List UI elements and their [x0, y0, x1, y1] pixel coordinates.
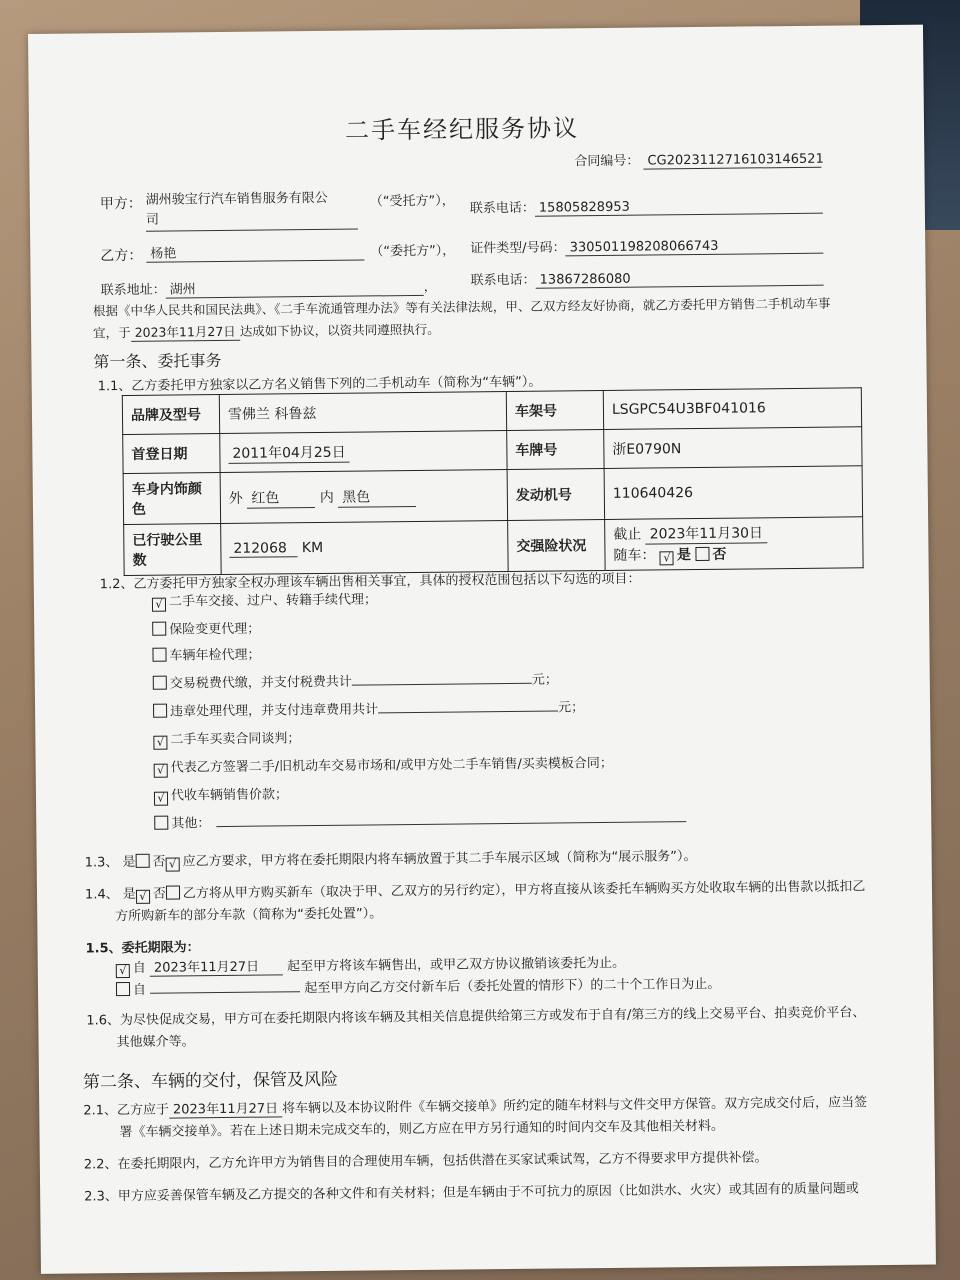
- engine-value: 110640426: [604, 466, 863, 520]
- checkbox-unchecked[interactable]: [135, 854, 149, 868]
- section-1-4-line2: 方所购新车的部分车款（简称为“委托处置”）。: [115, 906, 383, 925]
- party-a-role: （“受托方”），: [369, 193, 455, 210]
- checkbox-unchecked[interactable]: [154, 816, 168, 830]
- brand-label: 品牌及型号: [122, 395, 219, 435]
- vin-label: 车架号: [506, 390, 603, 430]
- term-option-1: √ 自 2023年11月27日 起至甲方将该车辆售出，或甲乙双方协议撤销该委托为止。: [116, 952, 626, 978]
- checkbox-unchecked[interactable]: [166, 885, 180, 899]
- authorization-option: [153, 727, 300, 750]
- party-b-role: （“委托方”），: [370, 243, 456, 260]
- amount-blank[interactable]: [378, 710, 558, 713]
- insurance-value: 截止 2023年11月30日 随车： √ 是 否: [605, 517, 864, 571]
- authorization-option: [153, 668, 558, 691]
- section-2-3: 2.3、甲方应妥善保管车辆及乙方提交的各种文件和有关材料；但是车辆由于不可抗力的原因（比如洪水、火灾）或其固有的质量问题或: [84, 1181, 859, 1205]
- party-b-id: 证件类型/号码： 330501198208066743: [470, 234, 824, 258]
- checkbox-checked[interactable]: √: [152, 598, 166, 612]
- section-1-3: 1.3、 是 否 √ 应乙方要求，甲方将在委托期限内将车辆放置于其二手车展示区域（简称为“展示服务”）。: [84, 849, 697, 871]
- checkbox-checked[interactable]: √: [154, 792, 168, 806]
- checkbox-unchecked[interactable]: [116, 982, 130, 996]
- option-label: 代收车辆销售价款；: [170, 787, 289, 804]
- option-label: 二手车买卖合同谈判；: [170, 731, 301, 748]
- party-a-name: 湖州骏宝行汽车销售服务有限公 司: [146, 189, 358, 232]
- table-row: [124, 517, 863, 576]
- checkbox-checked[interactable]: √: [153, 736, 167, 750]
- checkbox-unchecked[interactable]: [153, 676, 167, 690]
- section-1-4: 1.4、 是 √ 否 乙方将从甲方购买新车（取决于甲、乙双方的另行约定），甲方将直接从该委托车辆购买方处收取车辆的出售款以抵扣乙: [84, 879, 866, 903]
- vehicle-table: [122, 387, 864, 576]
- doc-title: 二手车经纪服务协议: [344, 114, 580, 145]
- party-b-label: 乙方：: [100, 247, 143, 265]
- plate-value: 浙E0790N: [604, 427, 862, 469]
- option-label: 其他：: [171, 816, 211, 832]
- option-label: 违章处理代理，并支付违章费用共计: [170, 702, 379, 720]
- option-label: 车辆年检代理；: [169, 647, 261, 664]
- brand-value: 雪佛兰 科鲁兹: [219, 392, 506, 434]
- section-1-2: 1.2、乙方委托甲方独家全权办理该车辆出售相关事宜，具体的授权范围包括以下勾选的项目：: [99, 571, 641, 593]
- section-2-2: 2.2、在委托期限内，乙方允许甲方为销售目的合理使用车辆，包括供潜在买家试乘试驾，乙方不得要求甲方提供补偿。: [83, 1150, 768, 1173]
- option-label: 交易税费代缴，并支付税费共计: [169, 674, 352, 692]
- authorization-option: [154, 783, 288, 805]
- option-label: 代表乙方签署二手/旧机动车交易市场和/或甲方处二手车销售/买卖模板合同；: [170, 755, 613, 776]
- authorization-option: [154, 807, 686, 832]
- checkbox-unchecked[interactable]: [152, 622, 166, 636]
- option-label: 保险变更代理；: [169, 621, 261, 638]
- checkbox-checked[interactable]: √: [116, 964, 130, 978]
- authorization-option: [153, 696, 584, 720]
- term-option-2: 自 起至甲方向乙方交付新车后（委托处置的情形下）的二十个工作日为止。: [116, 973, 720, 998]
- article1-heading: 第一条、委托事务: [93, 350, 222, 372]
- checkbox-checked[interactable]: √: [165, 857, 179, 871]
- authorization-option: [152, 644, 260, 664]
- section-1-6-line2: 其他媒介等。: [116, 1034, 195, 1051]
- color-label: 车身内饰颜色: [123, 473, 221, 525]
- authorization-option: [154, 752, 613, 778]
- engine-label: 发动机号: [507, 468, 605, 520]
- reg-date-value: 2011年04月25日: [220, 431, 507, 473]
- article2-heading: 第二条、车辆的交付，保管及风险: [82, 1069, 339, 1093]
- section-1-5-heading: 1.5、委托期限为：: [85, 940, 200, 957]
- intro-line2: 宜，于 2023年11月27日 达成如下协议，以资共同遵照执行。: [93, 321, 440, 341]
- checkbox-unchecked[interactable]: [152, 648, 166, 662]
- checkbox-checked[interactable]: √: [136, 890, 150, 904]
- checkbox-unchecked[interactable]: [695, 547, 709, 561]
- color-value: 外 红色 内 黑色: [220, 470, 508, 524]
- table-row: [123, 466, 862, 525]
- checkbox-checked[interactable]: √: [154, 764, 168, 778]
- reg-date-label: 首登日期: [123, 434, 220, 474]
- other-blank[interactable]: [216, 821, 686, 827]
- party-b-name: 杨艳: [146, 240, 364, 262]
- option-suffix: 元；: [531, 672, 558, 688]
- section-1-1: 1.1、乙方委托甲方独家以乙方名义销售下列的二手机动车（简称为“车辆”）。: [97, 374, 542, 395]
- amount-blank[interactable]: [352, 683, 532, 686]
- party-b-phone: 联系电话： 13867286080: [470, 266, 823, 290]
- option-label: 二手车交接、过户、转籍手续代理；: [168, 592, 378, 610]
- mileage-label: 已行驶公里数: [124, 524, 222, 576]
- insurance-label: 交强险状况: [508, 519, 606, 571]
- party-a-phone: 联系电话： 15805828953: [470, 194, 823, 218]
- option-suffix: 元；: [558, 700, 585, 716]
- vin-value: LSGPC54U3BF041016: [603, 388, 861, 430]
- contract-no: 合同编号： CG20231127161031465​21: [574, 151, 824, 170]
- party-b-address: 联系地址： 湖州 ，: [101, 276, 437, 300]
- party-a-label: 甲方：: [99, 195, 142, 213]
- section-1-6: 1.6、为尽快促成交易，甲方可在委托期限内将该车辆及其相关信息提供给第三方或发布于自有/第三方的线上交易平台、拍卖竞价平台、: [86, 1005, 866, 1029]
- checkbox-unchecked[interactable]: [153, 704, 167, 718]
- contract-paper: [28, 25, 936, 1274]
- intro-line1: 根据《中华人民共和国民法典》、《二手车流通管理办法》等有关法律法规，甲、乙双方经友好协商，就乙方委托甲方销售二手机动车事: [92, 295, 831, 319]
- mileage-value: 212068 KM: [221, 521, 509, 575]
- section-2-1-line2: 署《车辆交接单》。若在上述日期未完成交车的，则乙方应在甲方另行通知的时间内交车及其他相关材料。: [119, 1118, 725, 1141]
- plate-label: 车牌号: [507, 429, 604, 469]
- section-2-1: 2.1、乙方应于 2023年11月27日 将车辆以及本协议附件《车辆交接单》所约定的随车材料与文件交甲方保管。双方完成交付后，应当签: [83, 1095, 868, 1119]
- authorization-option: [152, 588, 377, 611]
- authorization-option: [152, 618, 260, 638]
- checkbox-checked[interactable]: √: [660, 551, 674, 565]
